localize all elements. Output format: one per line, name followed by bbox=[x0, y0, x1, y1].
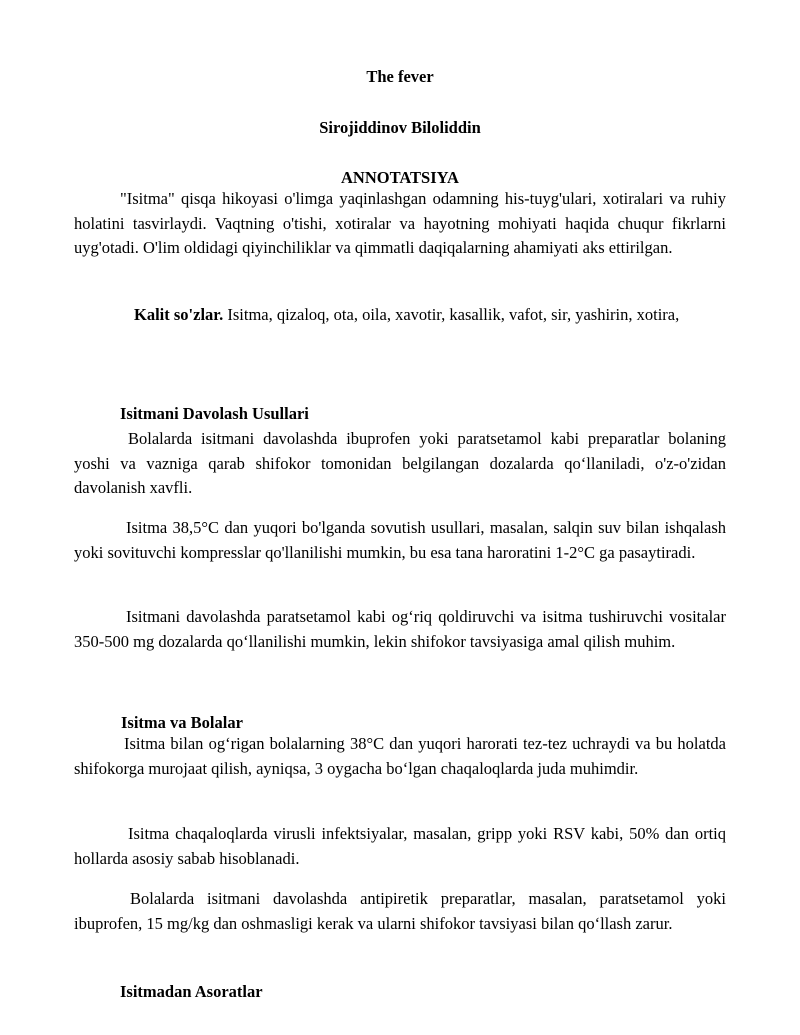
keywords-paragraph bbox=[74, 303, 726, 328]
author-name: Sirojiddinov Biloliddin bbox=[319, 118, 481, 137]
keywords-text: Isitma, qizaloq, ota, oila, xavotir, kasallik, vafot, sir, yashirin, xotira, bbox=[223, 305, 680, 324]
document-page bbox=[74, 0, 726, 1035]
children-paragraph: Isitma chaqaloqlarda virusli infektsiyalar, masalan, gripp yoki RSV kabi, 50% dan ortiq hollarda asosiy sabab hisoblanadi. bbox=[74, 824, 726, 868]
children-paragraph: Isitma bilan og‘rigan bolalarning 38°C dan yuqori harorati tez-tez uchraydi va bu holatda shifokorga murojaat qilish, ayniqsa, 3 oygacha bo‘lgan chaqaloqlarda juda muhimdir. bbox=[74, 734, 726, 778]
document-title: The fever bbox=[366, 67, 434, 86]
annotation-heading: ANNOTATSIYA bbox=[341, 168, 459, 187]
treatment-paragraph: Isitmani davolashda paratsetamol kabi og‘riq qoldiruvchi va isitma tushiruvchi vositalar 350-500 mg dozalarda qo‘llanilishi mumkin, lekin shifokor tavsiyasiga amal qilish muhim. bbox=[74, 607, 726, 651]
section-heading-children: Isitma va Bolalar bbox=[121, 713, 243, 732]
treatment-paragraph: Bolalarda isitmani davolashda ibuprofen yoki paratsetamol kabi preparatlar bolaning yoshi va vazniga qarab shifokor tomonidan belgilangan dozalarda qo‘llaniladi, o'z-o'zidan davolanish xavfli. bbox=[74, 429, 726, 497]
treatment-paragraph: Isitma 38,5°C dan yuqori bo'lganda sovutish usullari, masalan, salqin suv bilan ishqalash yoki sovituvchi kompresslar qo'llanilishi mumkin, bu esa tana haroratini 1-2°C ga pasaytiradi. bbox=[74, 518, 726, 562]
section-heading-treatment: Isitmani Davolash Usullari bbox=[120, 404, 309, 423]
section-heading-complications: Isitmadan Asoratlar bbox=[120, 982, 263, 1001]
children-paragraph: Bolalarda isitmani davolashda antipiretik preparatlar, masalan, paratsetamol yoki ibuprofen, 15 mg/kg dan oshmasligi kerak va ularni shifokor tavsiyasi bilan qo‘llash zarur. bbox=[74, 889, 726, 933]
keywords-label: Kalit so'zlar. bbox=[134, 305, 224, 324]
annotation-text: "Isitma" qisqa hikoyasi o'limga yaqinlashgan odamning his-tuyg'ulari, xotiralari va ruhiy holatini tasvirlaydi. Vaqtning o'tishi, xotiralar va hayotning mohiyati haqida chuqur fikrlarni uyg'otadi. O'lim oldidagi qiyinchiliklar va qimmatli daqiqalarning ahamiyati aks ettirilgan. bbox=[74, 189, 726, 257]
